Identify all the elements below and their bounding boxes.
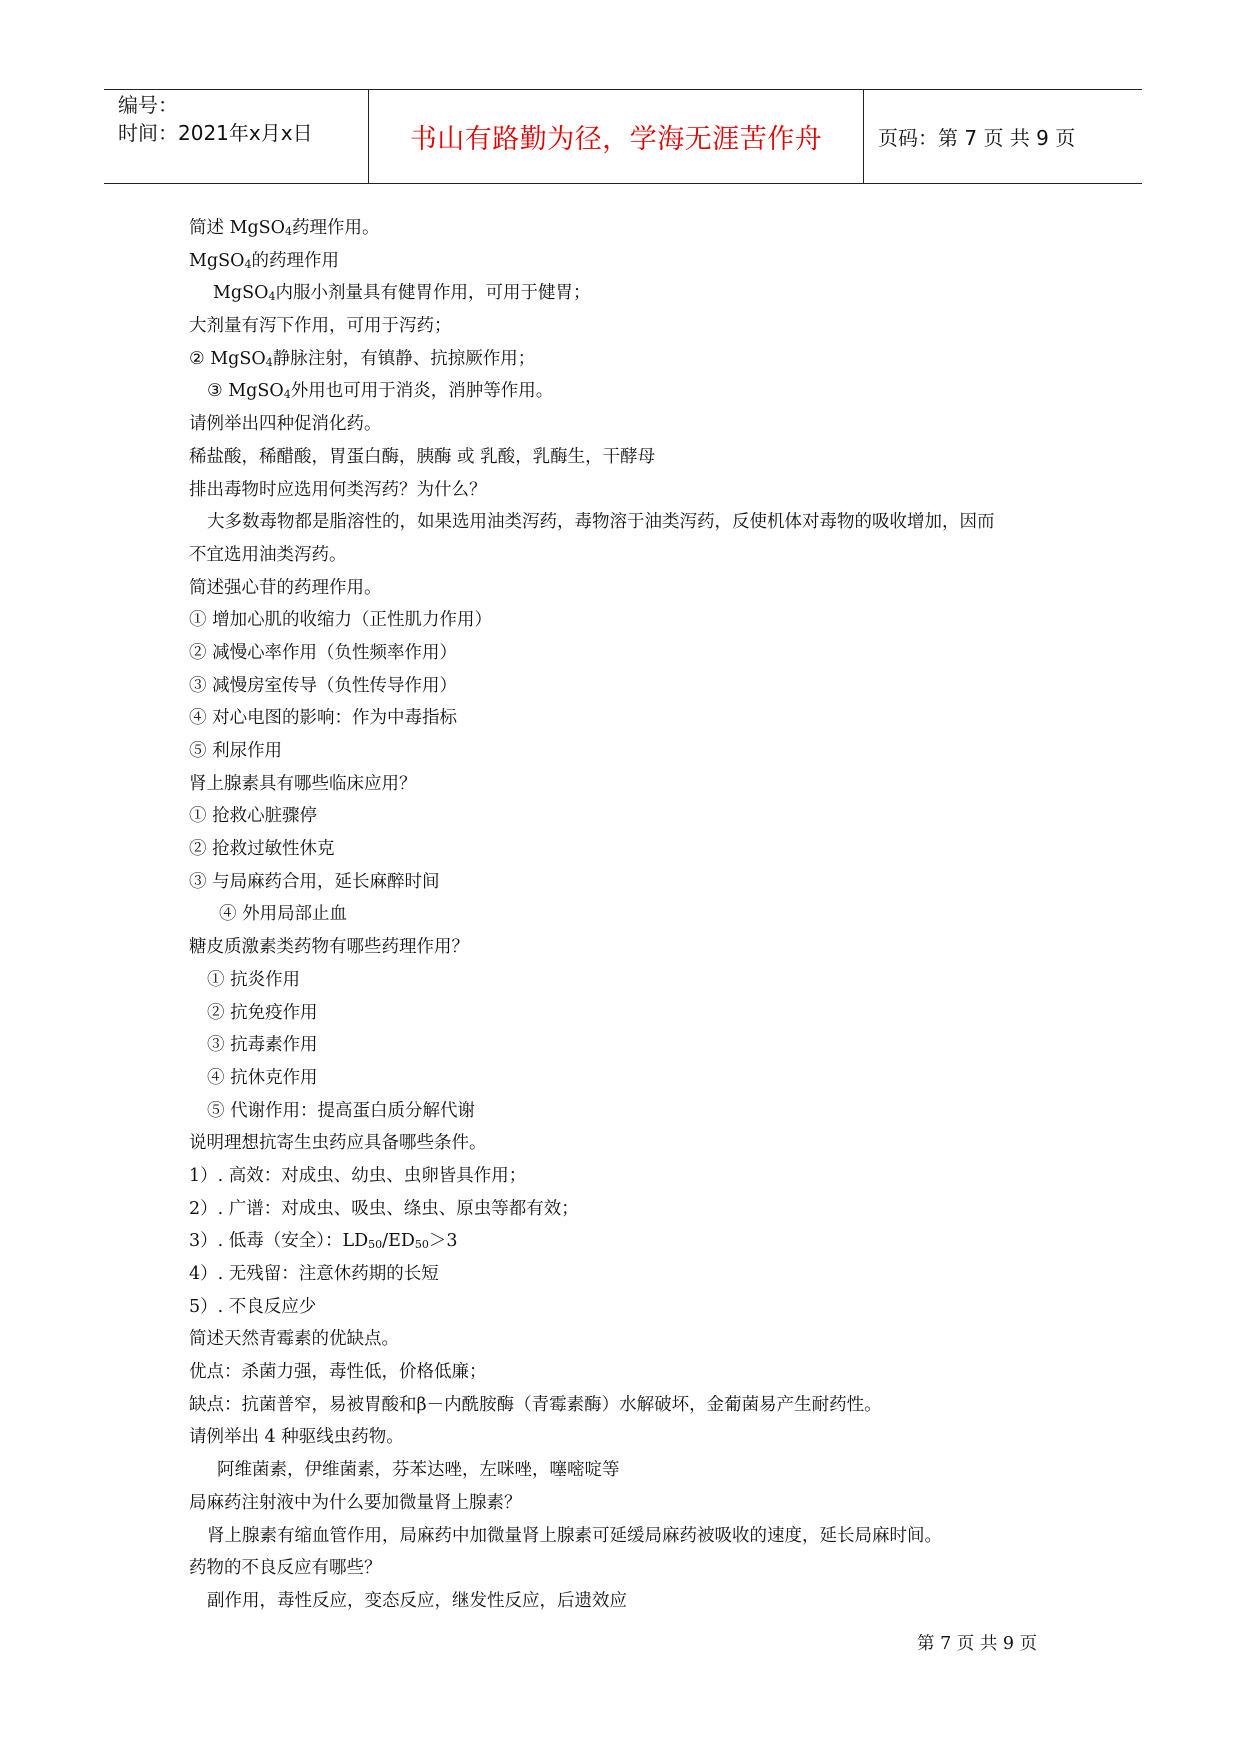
text-line: [189, 506, 1089, 539]
text-fragment: 4）. 无残留：注意休药期的长短: [189, 1264, 439, 1284]
text-line: [189, 1323, 1089, 1356]
text-fragment: ① 抢救心脏骤停: [189, 806, 318, 827]
text-line: [189, 1291, 1089, 1324]
text-line: [189, 1454, 1089, 1487]
text-fragment: 3）. 低毒（安全）：LD: [189, 1231, 369, 1252]
subscript: 4: [244, 257, 252, 271]
text-line: [189, 277, 1089, 310]
text-fragment: 肾上腺素有缩血管作用，局麻药中加微量肾上腺素可延缓局麻药被吸收的速度，延长局麻时间。: [207, 1525, 942, 1546]
text-line: [189, 343, 1089, 376]
number-label: 编号：: [118, 93, 178, 117]
subscript: 4: [268, 290, 276, 304]
text-line: [189, 1029, 1089, 1062]
text-fragment: 糖皮质激素类药物有哪些药理作用？: [189, 937, 469, 958]
text-fragment: 简述强心苷的药理作用。: [189, 577, 382, 598]
header-meta-cell: [104, 90, 368, 183]
text-fragment: ④ 抗休克作用: [207, 1067, 318, 1088]
text-fragment: ④ 外用局部止血: [219, 904, 348, 925]
text-fragment: ① 增加心肌的收缩力（正性肌力作用）: [189, 610, 493, 631]
text-fragment: /ED: [382, 1231, 415, 1252]
text-line: [189, 1552, 1089, 1585]
text-line: [189, 833, 1089, 866]
text-line: [189, 800, 1089, 833]
text-fragment: 请例举出 4 种驱线虫药物。: [189, 1427, 404, 1448]
text-line: [189, 441, 1089, 474]
text-fragment: MgSO: [213, 283, 269, 304]
text-fragment: 说明理想抗寄生虫药应具备哪些条件。: [189, 1133, 487, 1154]
text-fragment: 局麻药注射液中为什么要加微量肾上腺素？: [189, 1492, 522, 1513]
subscript: 50: [368, 1238, 383, 1252]
text-line: [189, 1225, 1089, 1258]
text-line: [189, 1520, 1089, 1553]
text-line: [189, 408, 1089, 441]
subscript: 4: [283, 388, 291, 402]
header-motto: 书山有路勤为径，学海无涯苦作舟: [409, 124, 823, 155]
time-label: 时间：2021年x月x日: [118, 121, 313, 145]
text-line: [189, 1062, 1089, 1095]
text-fragment: 排出毒物时应选用何类泻药？为什么？: [189, 479, 487, 500]
text-fragment: 2）. 广谱：对成虫、吸虫、绦虫、原虫等都有效；: [189, 1198, 579, 1219]
text-fragment: 稀盐酸，稀醋酸，胃蛋白酶，胰酶 或 乳酸，乳酶生，干酵母: [189, 446, 656, 467]
text-fragment: ⑤ 利尿作用: [189, 741, 283, 761]
text-fragment: 1）. 高效：对成虫、幼虫、虫卵皆具作用；: [189, 1165, 527, 1186]
text-fragment: 大多数毒物都是脂溶性的，如果选用油类泻药，毒物溶于油类泻药，反使机体对毒物的吸收增加，因而: [207, 512, 995, 533]
text-fragment: ② MgSO: [189, 348, 266, 369]
text-fragment: ③ 减慢房室传导（负性传导作用）: [189, 675, 458, 696]
subscript: 4: [285, 225, 293, 238]
text-line: [189, 735, 1089, 768]
text-line: [189, 1421, 1089, 1454]
text-fragment: 副作用，毒性反应，变态反应，继发性反应，后遗效应: [207, 1590, 627, 1611]
page-footer: 第 7 页 共 9 页: [917, 1634, 1038, 1654]
text-fragment: ② 抗免疫作用: [207, 1002, 318, 1023]
text-fragment: ③ 与局麻药合用，延长麻醉时间: [189, 871, 440, 892]
text-fragment: 的药理作用: [251, 250, 339, 271]
text-line: [189, 1095, 1089, 1128]
text-line: [189, 604, 1089, 637]
text-fragment: ① 抗炎作用: [207, 969, 301, 990]
text-line: [189, 964, 1089, 997]
text-line: [189, 670, 1089, 703]
header-motto-cell: [368, 90, 864, 183]
text-fragment: 阿维菌素，伊维菌素，芬苯达唑，左咪唑，噻嘧啶等: [217, 1460, 620, 1481]
text-fragment: ＞3: [428, 1231, 458, 1252]
text-line: [189, 1356, 1089, 1389]
text-fragment: ④ 对心电图的影响：作为中毒指标: [189, 708, 458, 729]
text-fragment: 简述 MgSO: [189, 218, 286, 238]
text-line: [189, 898, 1089, 931]
text-line: [189, 931, 1089, 964]
text-line: [189, 572, 1089, 605]
text-fragment: 请例举出四种促消化药。: [189, 414, 382, 435]
text-fragment: ③ MgSO: [207, 381, 284, 402]
text-fragment: 缺点：抗菌普窄，易被胃酸和β－内酰胺酶（青霉素酶）水解破坏，金葡菌易产生耐药性。: [189, 1394, 882, 1415]
document-body: [189, 212, 1089, 1618]
text-line: [189, 702, 1089, 735]
text-fragment: 药理作用。: [292, 218, 380, 238]
text-fragment: 静脉注射，有镇静、抗掠厥作用；: [272, 348, 536, 369]
text-line: [189, 1585, 1089, 1618]
header-page-code: 页码：第 7 页 共 9 页: [878, 126, 1076, 150]
text-fragment: ② 减慢心率作用（负性频率作用）: [189, 642, 458, 663]
text-line: [189, 1487, 1089, 1520]
text-fragment: 药物的不良反应有哪些？: [189, 1558, 382, 1579]
text-fragment: MgSO: [189, 250, 245, 271]
text-line: [189, 375, 1089, 408]
text-line: [189, 212, 1089, 245]
text-line: [189, 539, 1089, 572]
text-line: [189, 997, 1089, 1030]
text-line: [189, 245, 1089, 278]
text-line: [189, 1193, 1089, 1226]
text-fragment: 外用也可用于消炎，消肿等作用。: [290, 381, 554, 402]
text-line: [189, 1127, 1089, 1160]
text-fragment: ③ 抗毒素作用: [207, 1035, 318, 1056]
text-line: [189, 1160, 1089, 1193]
text-fragment: 大剂量有泻下作用，可用于泻药；: [189, 316, 452, 337]
text-fragment: 不宜选用油类泻药。: [189, 544, 347, 565]
text-fragment: 5）. 不良反应少: [189, 1296, 317, 1317]
text-fragment: 肾上腺素具有哪些临床应用？: [189, 773, 417, 794]
subscript: 4: [265, 355, 273, 369]
text-fragment: 内服小剂量具有健胃作用，可用于健胃；: [275, 283, 591, 304]
text-line: [189, 637, 1089, 670]
text-fragment: ⑤ 代谢作用：提高蛋白质分解代谢: [207, 1100, 476, 1121]
document-header: [104, 89, 1142, 184]
text-line: [189, 310, 1089, 343]
text-fragment: 优点：杀菌力强，毒性低，价格低廉；: [189, 1362, 487, 1383]
text-fragment: 简述天然青霉素的优缺点。: [189, 1329, 399, 1350]
header-page-cell: [864, 90, 1142, 183]
text-line: [189, 768, 1089, 801]
subscript: 50: [414, 1238, 429, 1252]
text-fragment: ② 抢救过敏性休克: [189, 839, 335, 860]
text-line: [189, 1389, 1089, 1422]
text-line: [189, 474, 1089, 507]
text-line: [189, 1258, 1089, 1291]
text-line: [189, 866, 1089, 899]
